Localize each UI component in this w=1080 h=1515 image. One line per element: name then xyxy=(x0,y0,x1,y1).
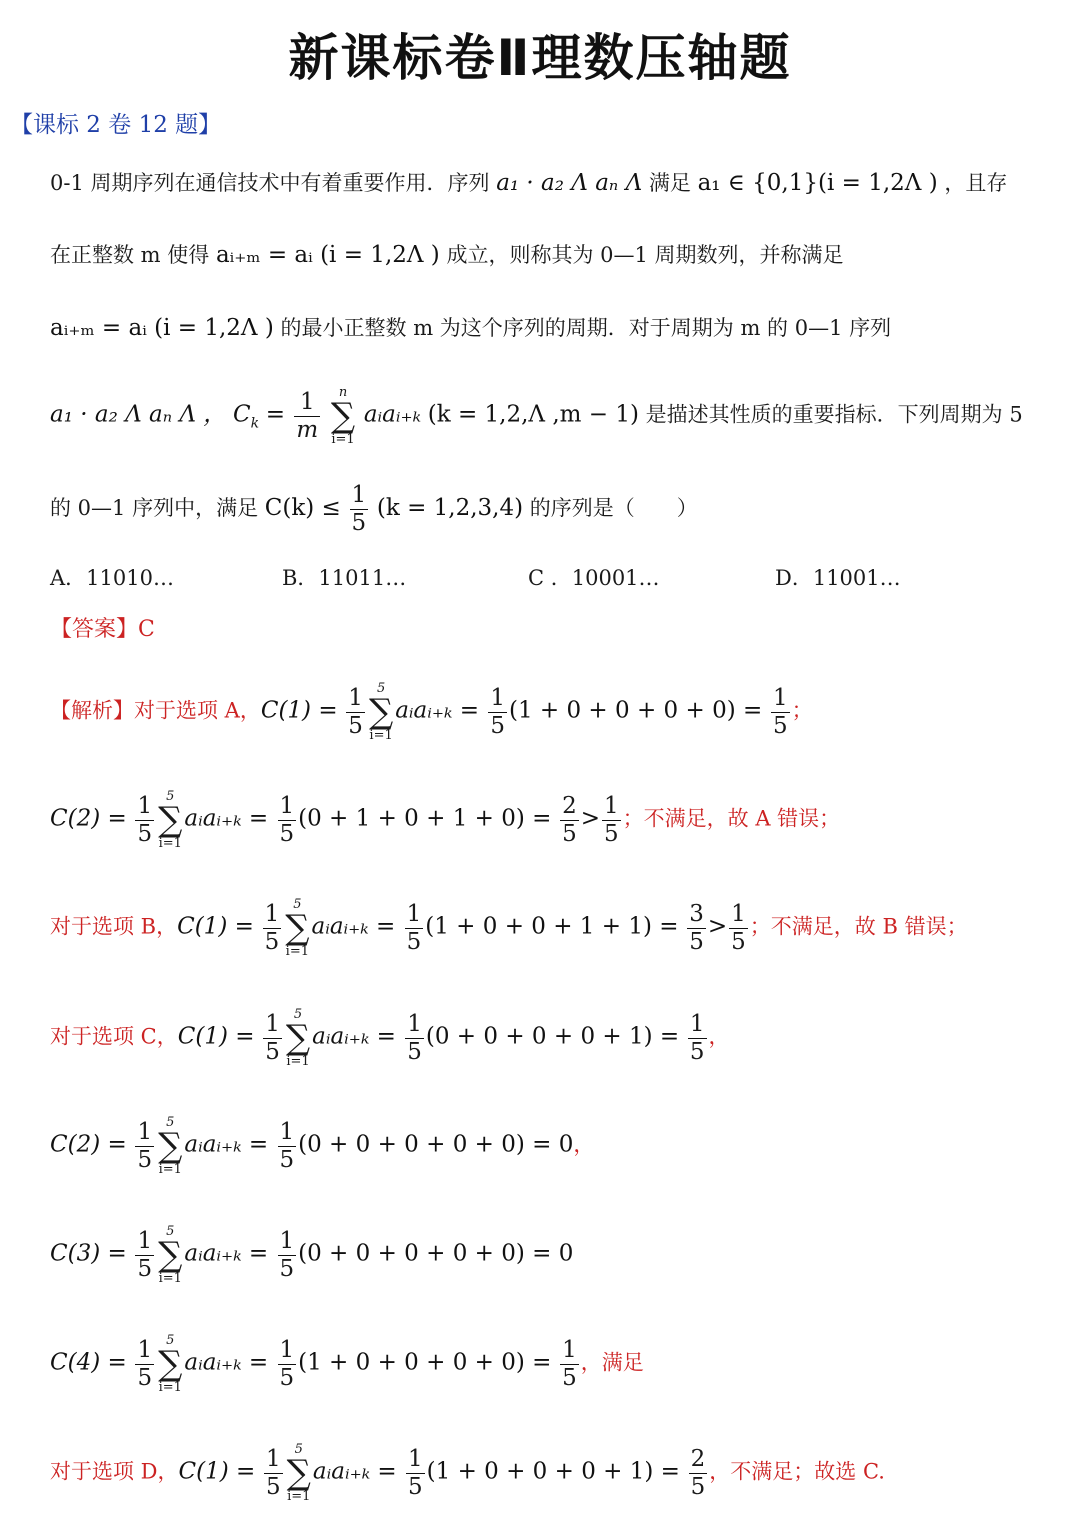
fraction: $\frac{2}{5}$ xyxy=(690,1445,706,1500)
problem-text: 的最小正整数 m 为这个序列的周期．对于周期为 m 的 0—1 序列 xyxy=(280,316,892,340)
line-sum-expr: (0 + 0 + 0 + 0 + 0) = 0 xyxy=(298,1131,574,1158)
page-title: 新课标卷Ⅱ理数压轴题 xyxy=(288,29,792,87)
option-c: C ．10001… xyxy=(528,566,660,590)
line-suffix: ， xyxy=(573,1132,595,1157)
answer: 【答案】C xyxy=(50,617,155,642)
problem-text: 的序列是（ ） xyxy=(529,496,698,520)
analysis-line: C(3) = $\frac{1}{5}$ 5 ∑ i=1 aᵢaᵢ₊ₖ = $\frac{1}{5}$ (0 + 0 + 0 + 0 + 0) = 0 xyxy=(50,1224,574,1286)
problem-text: 满足 xyxy=(648,171,691,195)
fraction: $\frac{1}{5}$ xyxy=(137,1227,153,1282)
fraction: $\frac{1}{5}$ xyxy=(731,900,746,955)
line-prefix: 对于选项 C， xyxy=(50,1024,178,1049)
answer-options xyxy=(50,562,1050,592)
line-suffix: ，不满足；故选 C. xyxy=(709,1459,885,1484)
analysis-line: 对于选项 D，C(1) = $\frac{1}{5}$ 5 ∑ i=1 aᵢaᵢ₊ₖ = $\frac{1}{5}$ (1 + 0 + 0 + 0 + 1) = $\frac{2}{5}$ ，不满足；故选 C. xyxy=(50,1442,885,1504)
fraction: $\frac{1}{5}$ xyxy=(407,1010,422,1065)
line-suffix: ，满足 xyxy=(580,1350,644,1375)
line-suffix: ；不满足，故 A 错误； xyxy=(622,806,841,831)
analysis-line: 对于选项 B，C(1) = $\frac{1}{5}$ 5 ∑ i=1 aᵢaᵢ₊ₖ = $\frac{1}{5}$ (1 + 0 + 0 + 1 + 1) = $\frac{3}{5}$ > $\frac{1}{5}$ ；不满足，故 B 错误； xyxy=(50,897,968,959)
problem-text: 是描述其性质的重要指标．下列周期为 5 xyxy=(645,402,1023,427)
analysis-line: C(2) = $\frac{1}{5}$ 5 ∑ i=1 aᵢaᵢ₊ₖ = $\frac{1}{5}$ (0 + 0 + 0 + 0 + 0) = 0， xyxy=(50,1115,595,1177)
line-lhs: C(2) = xyxy=(50,805,127,832)
fraction: $\frac{1}{5}$ xyxy=(351,482,367,536)
problem-line-1 xyxy=(50,168,1007,198)
line-lhs: C(4) = xyxy=(50,1349,127,1376)
sum-symbol: 5 ∑ i=1 xyxy=(158,789,183,851)
fraction: $\frac{1}{5}$ xyxy=(689,1010,705,1065)
line-prefix: 对于选项 B， xyxy=(50,914,178,939)
sequence-expr: a₁ · a₂ Λ aₙ Λ xyxy=(496,170,643,196)
fraction: $\frac{1}{5}$ xyxy=(772,684,788,739)
line-sum-expr: (1 + 0 + 0 + 0 + 0) = xyxy=(508,697,763,724)
sum-symbol: n ∑ i=1 xyxy=(330,385,356,447)
fraction: $\frac{1}{5}$ xyxy=(562,1336,577,1391)
period-equation: aᵢ₊ₘ = aᵢ (i = 1,2Λ ) xyxy=(215,242,440,268)
fraction: $\frac{1}{5}$ xyxy=(137,1118,153,1173)
sum-symbol: 5 ∑ i=1 xyxy=(286,1442,311,1504)
period-equation: aᵢ₊ₘ = aᵢ (i = 1,2Λ ) xyxy=(50,315,274,341)
fraction: $\frac{1}{5}$ xyxy=(137,792,153,847)
line-lhs: C(1) = xyxy=(178,1458,256,1485)
sum-term: aᵢaᵢ₊ₖ xyxy=(184,1349,242,1376)
line-sum-expr: (1 + 0 + 0 + 1 + 1) = xyxy=(425,913,679,940)
problem-line-3 xyxy=(50,313,891,343)
fraction: $\frac{1}{5}$ xyxy=(406,900,422,955)
line-lhs: C(3) = xyxy=(50,1240,127,1267)
line-lhs: C(2) = xyxy=(50,1131,127,1158)
fraction: $\frac{1}{5}$ xyxy=(279,1227,295,1282)
line-lhs: C(1) = xyxy=(260,697,338,724)
analysis-line: 对于选项 C，C(1) = $\frac{1}{5}$ 5 ∑ i=1 aᵢaᵢ₊ₖ = $\frac{1}{5}$ (0 + 0 + 0 + 0 + 1) = $\frac{1}{5}$ ， xyxy=(50,1007,730,1069)
fraction: $\frac{1}{5}$ xyxy=(490,684,505,739)
line-suffix: ； xyxy=(791,698,813,723)
fraction: $\frac{1}{5}$ xyxy=(137,1336,153,1391)
sum-term: aᵢaᵢ₊ₖ xyxy=(363,401,422,428)
k-range: (k = 1,2,3,4) xyxy=(376,495,524,521)
condition-lhs: C(k) ≤ xyxy=(264,495,341,521)
option-b: B．11011… xyxy=(282,566,407,590)
ck-symbol: C xyxy=(232,401,251,428)
problem-line-5 xyxy=(50,482,698,537)
fraction: $\frac{3}{5}$ xyxy=(689,900,704,955)
fraction: $\frac{1}{5}$ xyxy=(348,684,363,739)
line-compare: > xyxy=(707,913,728,940)
sum-symbol: 5 ∑ i=1 xyxy=(158,1333,183,1395)
analysis-line: C(2) = $\frac{1}{5}$ 5 ∑ i=1 aᵢaᵢ₊ₖ = $\frac{1}{5}$ (0 + 1 + 0 + 1 + 0) = $\frac{2}{5}$ > $\frac{1}{5}$ ；不满足，故 A 错误； xyxy=(50,789,841,851)
sum-term: aᵢaᵢ₊ₖ xyxy=(312,1458,371,1485)
analysis-line: C(4) = $\frac{1}{5}$ 5 ∑ i=1 aᵢaᵢ₊ₖ = $\frac{1}{5}$ (1 + 0 + 0 + 0 + 0) = $\frac{1}{5}$ ，满足 xyxy=(50,1333,644,1395)
fraction: $\frac{1}{5}$ xyxy=(265,1010,280,1065)
problem-text: 在正整数 m 使得 xyxy=(50,243,210,267)
sum-symbol: 5 ∑ i=1 xyxy=(158,1115,183,1177)
sum-term: aᵢaᵢ₊ₖ xyxy=(395,697,453,724)
problem-text: 的 0—1 序列中，满足 xyxy=(50,496,259,520)
fraction: $\frac{1}{5}$ xyxy=(264,900,280,955)
sequence-expr: a₁ · a₂ Λ aₙ Λ ， xyxy=(50,401,227,428)
source-tag: 【课标 2 卷 12 题】 xyxy=(10,112,222,138)
sum-term: aᵢaᵢ₊ₖ xyxy=(184,805,242,832)
line-suffix: ；不满足，故 B 错误； xyxy=(749,914,968,939)
fraction: $\frac{1}{5}$ xyxy=(279,1118,295,1173)
line-suffix: ， xyxy=(708,1024,730,1049)
option-a: A．11010… xyxy=(50,566,174,590)
line-compare: > xyxy=(580,805,601,832)
problem-line-4: a₁ · a₂ Λ aₙ Λ ， $C_k$ = $\frac{1}{m}$ n ∑ i=1 aᵢaᵢ₊ₖ (k = 1,2,Λ ,m − 1) 是描述其性质的重要指标．下列周期为 5 xyxy=(50,385,1023,447)
problem-text: ，且存 xyxy=(944,171,1008,195)
problem-line-2 xyxy=(50,240,844,270)
sum-term: aᵢaᵢ₊ₖ xyxy=(184,1131,242,1158)
analysis-label: 【解析】 xyxy=(50,698,134,723)
k-range: (k = 1,2,Λ ,m − 1) xyxy=(427,401,639,428)
sequence-condition: a₁ ∈ {0,1}(i = 1,2Λ ) xyxy=(697,170,938,196)
line-sum-expr: (0 + 0 + 0 + 0 + 0) = 0 xyxy=(298,1240,574,1267)
option-d: D．11001… xyxy=(775,566,901,590)
line-lhs: C(1) = xyxy=(177,913,254,940)
fraction: $\frac{1}{5}$ xyxy=(279,1336,295,1391)
sum-symbol: 5 ∑ i=1 xyxy=(285,897,310,959)
sum-term: aᵢaᵢ₊ₖ xyxy=(312,1023,370,1050)
fraction: $\frac{1}{5}$ xyxy=(604,792,619,847)
fraction: $\frac{2}{5}$ xyxy=(562,792,577,847)
sum-symbol: 5 ∑ i=1 xyxy=(158,1224,183,1286)
problem-text: 0-1 周期序列在通信技术中有着重要作用．序列 xyxy=(50,171,490,195)
sum-term: aᵢaᵢ₊ₖ xyxy=(184,1240,242,1267)
line-sum-expr: (1 + 0 + 0 + 0 + 1) = xyxy=(426,1458,680,1485)
line-sum-expr: (1 + 0 + 0 + 0 + 0) = xyxy=(298,1349,552,1376)
problem-text: 成立，则称其为 0—1 周期数列，并称满足 xyxy=(446,243,844,267)
fraction: $\frac{1}{5}$ xyxy=(408,1445,423,1500)
fraction: $\frac{1}{5}$ xyxy=(279,792,295,847)
sum-symbol: 5 ∑ i=1 xyxy=(285,1007,311,1069)
fraction: $\frac{1}{m}$ xyxy=(296,388,319,443)
line-sum-expr: (0 + 0 + 0 + 0 + 1) = xyxy=(425,1023,680,1050)
sum-symbol: 5 ∑ i=1 xyxy=(368,681,394,743)
line-prefix: 对于选项 A， xyxy=(134,698,261,723)
line-sum-expr: (0 + 1 + 0 + 1 + 0) = xyxy=(298,805,552,832)
line-prefix: 对于选项 D， xyxy=(50,1459,179,1484)
line-lhs: C(1) = xyxy=(177,1023,255,1050)
fraction: $\frac{1}{5}$ xyxy=(265,1445,281,1500)
analysis-line: 【解析】对于选项 A，C(1) = $\frac{1}{5}$ 5 ∑ i=1 aᵢaᵢ₊ₖ = $\frac{1}{5}$ (1 + 0 + 0 + 0 + 0) = $\frac{1}{5}$ ； xyxy=(50,681,813,743)
sum-term: aᵢaᵢ₊ₖ xyxy=(311,913,369,940)
